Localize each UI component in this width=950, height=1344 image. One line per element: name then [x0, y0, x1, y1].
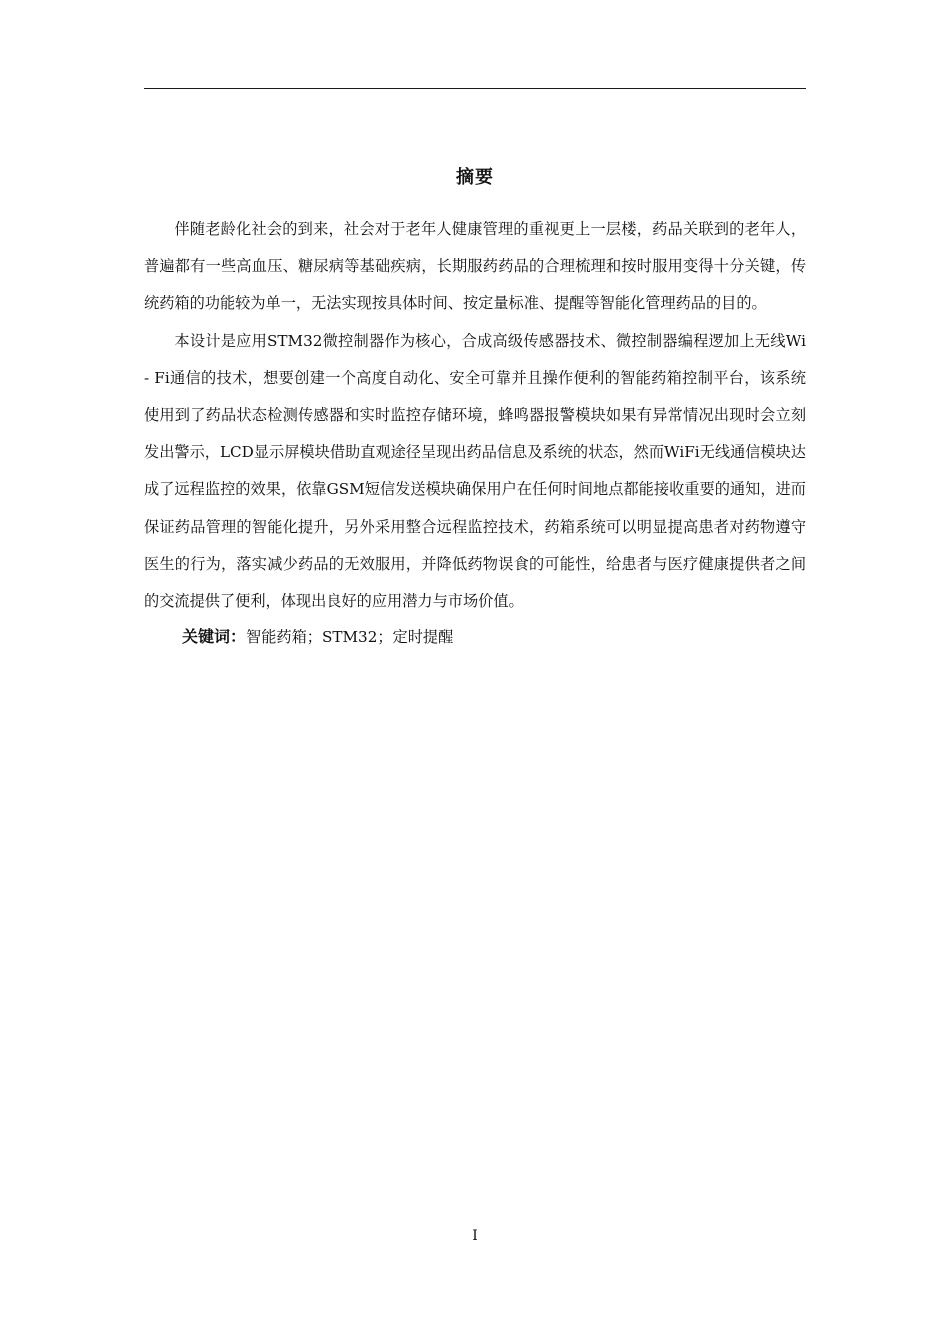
page-number: I: [472, 1228, 478, 1244]
abstract-title: 摘要: [456, 167, 494, 188]
keywords-label: 关键词：: [182, 627, 247, 647]
abstract-paragraph-1: 伴随老龄化社会的到来，社会对于老年人健康管理的重视更上一层楼，药品关联到的老年人，普遍都有一些高血压、糖尿病等基础疾病，长期服药药品的合理梳理和按时服用变得十分关键，传统药箱的功能较为单一，无法实现按具体时间、按定量标准、提醒等智能化管理药品的目的。: [144, 220, 806, 313]
keywords-line: [144, 622, 806, 652]
abstract-paragraph-2: 本设计是应用STM32微控制器作为核心，合成高级传感器技术、微控制器编程逻加上无线Wi - Fi通信的技术，想要创建一个高度自动化、安全可靠并且操作便利的智能药箱控制平台，该系统使用到了药品状态检测传感器和实时监控存储环境，蜂鸣器报警模块如果有异常情况出现时会立刻发出警示，LCD显示屏模块借助直观途径呈现出药品信息及系统的状态，然而WiFi无线通信模块达成了远程监控的效果，依靠GSM短信发送模块确保用户在任何时间地点都能接收重要的通知，进而保证药品管理的智能化提升，另外采用整合远程监控技术，药箱系统可以明显提高患者对药物遵守医生的行为，落实减少药品的无效服用，并降低药物误食的可能性，给患者与医疗健康提供者之间的交流提供了便利，体现出良好的应用潜力与市场价值。: [144, 331, 806, 611]
keywords-value: 智能药箱；STM32；定时提醒: [246, 628, 454, 647]
abstract-body: [144, 211, 806, 652]
header-rule: [144, 88, 806, 89]
